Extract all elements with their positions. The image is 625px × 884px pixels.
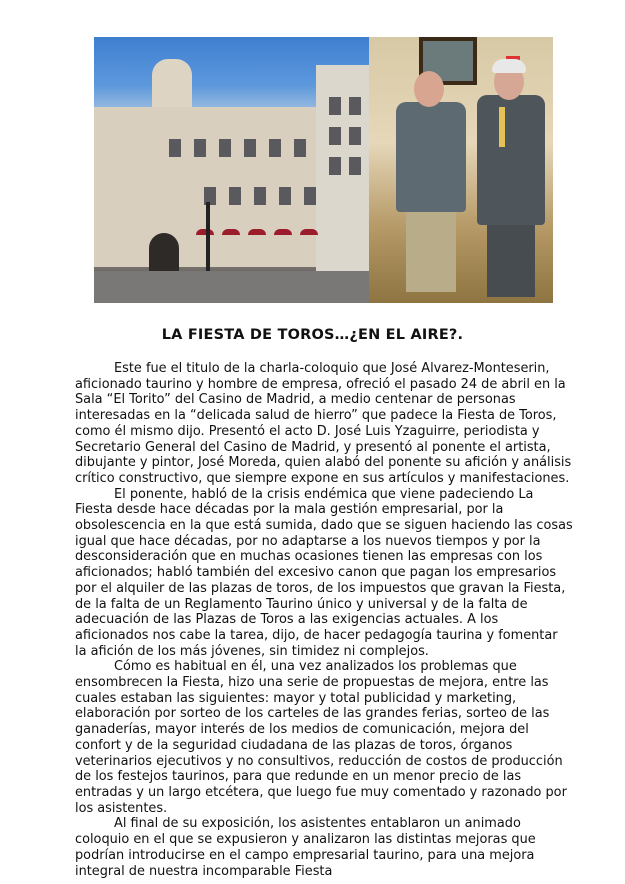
person-left-head — [414, 71, 444, 107]
paragraph-1: Este fue el titulo de la charla-coloquio que José Alvarez-Monteserin, aficionado taurino y hombre de empresa, ofreció el pasado 24 de abril en la Sala “El Torito” del Casino de Madrid, a medio centenar de personas interesadas en la “delicada salud de hierro” que padece la Fiesta de Toros, como él mismo dijo. Presentó el acto D. José Luis Yzaguirre, periodista y Secretario General del Casino de Madrid, y presentó al ponente el artista, dibujante y pintor, José Moreda, quien alabó del ponente su afición y análisis crítico constructivo, que siempre expone en sus artículos y manifestaciones. — [75, 361, 572, 486]
paragraph-4: Al final de su exposición, los asistentes entablaron un animado coloquio en el que se expusieron y analizaron las distintas mejoras que podrían introducirse en el campo empresarial taurino, para una mejora integral de nuestra incomparable Fiesta — [75, 816, 536, 879]
article-body — [75, 361, 573, 879]
article-title: LA FIESTA DE TOROS…¿EN EL AIRE?. — [161, 327, 464, 343]
casino-building-photo — [94, 37, 369, 303]
paragraph-2: El ponente, habló de la crisis endémica que viene padeciendo La Fiesta desde hace décadas por la mala gestión empresarial, por la obsolescencia en la que está sumida, dado que se siguen haciendo las cosas igual que hace décadas, por no adaptarse a los nuevos tiempos y por la desconsideración que en muchas ocasiones tienen las empresas con los aficionados; habló también del excesivo canon que pagan los empresarios por el alquiler de las plazas de toros, de los impuestos que gravan la Fiesta, de la falta de un Reglamento Taurino único y universal y de la falta de adecuación de las Plazas de Toros a las exigencias actuales. A los aficionados nos cabe la tarea, dijo, de hacer pedagogía taurina y fomentar la afición de los más jóvenes, sin timidez ni complejos. — [75, 486, 573, 659]
street-lamp — [206, 202, 210, 282]
person-left-legs — [406, 207, 456, 292]
person-left — [396, 102, 466, 212]
building-annex — [316, 65, 369, 275]
header-photos — [94, 37, 553, 303]
yellow-tie — [499, 107, 505, 147]
person-right — [477, 95, 545, 225]
paragraph-3: Cómo es habitual en él, una vez analizados los problemas que ensombrecen la Fiesta, hizo una serie de propuestas de mejora, entre las cuales estaban las siguientes: mayor y total publicidad y marketing, elaboración por sorteo de los carteles de las grandes ferias, sorteo de las ganaderías, mayor interés de los medios de comunicación, mejora del confort y de la seguridad ciudadana de las plazas de toros, órganos veterinarios ejecutivos y no consultivos, reducción de costos de producción de los festejos taurinos, para que redunde en un menor precio de las entradas y un largo etcétera, que luego fue muy comentado y razonado por los asistentes. — [75, 659, 567, 816]
person-right-legs — [487, 222, 535, 297]
two-men-photo — [369, 37, 553, 303]
person-right-hair — [492, 59, 526, 73]
street — [94, 271, 369, 303]
entrance-arch — [149, 233, 179, 271]
